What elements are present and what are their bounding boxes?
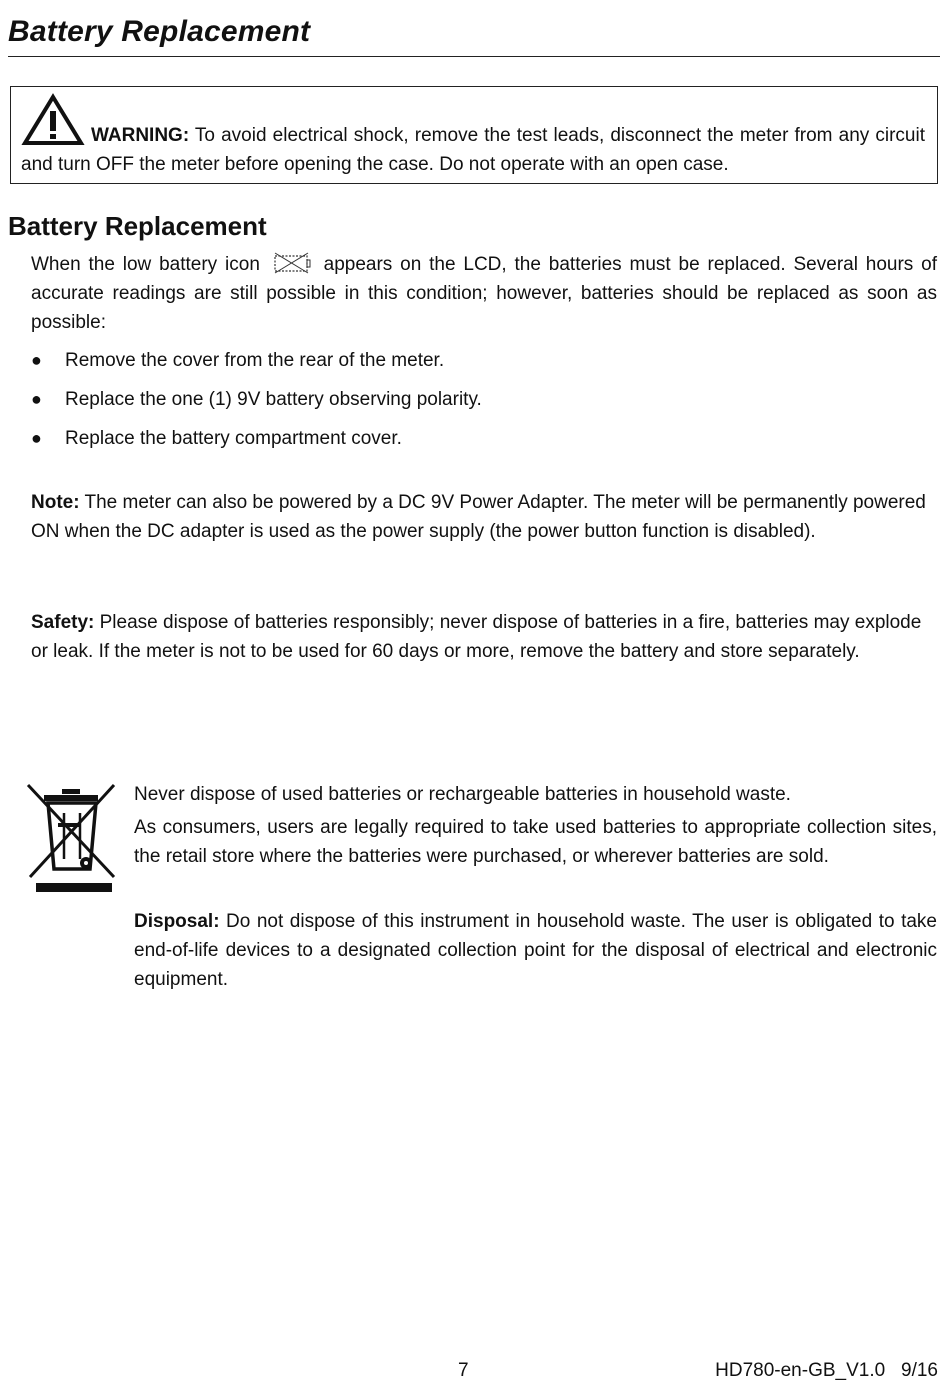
warning-box [10,86,938,184]
disposal-label: Disposal: [134,911,220,932]
disposal-text: Do not dispose of this instrument in household waste. The user is obligated to take end-of-life devices to a designated collection point for the disposal of electrical and electronic equipment. [134,911,937,990]
bullet-icon: ● [31,428,42,448]
crossed-out-bin-icon [26,783,118,895]
intro-paragraph [31,250,937,337]
note-label: Note: [31,492,80,513]
document-id: HD780-en-GB_V1.0 9/16 [715,1360,938,1381]
safety-paragraph [31,608,937,666]
warning-text: To avoid electrical shock, remove the test leads, disconnect the meter from any circuit and turn OFF the meter before opening the case. Do not operate with an open case. [21,125,925,175]
list-item: ● Replace the one (1) 9V battery observing polarity. [31,385,931,414]
warning-triangle-icon [21,93,85,147]
warning-label: WARNING: [91,125,190,146]
steps-list [31,346,931,463]
disposal-paragraph [134,907,937,994]
page-number: 7 [458,1360,469,1381]
warning-text-block [21,93,925,179]
note-text: The meter can also be powered by a DC 9V Power Adapter. The meter will be permanently powered ON when the DC adapter is used as the power supply (the power button function is disabled). [31,492,926,542]
list-item: ● Remove the cover from the rear of the meter. [31,346,931,375]
section-title: Battery Replacement [8,211,267,241]
safety-text: Please dispose of batteries responsibly; never dispose of batteries in a fire, batteries may explode or leak. If the meter is not to be used for 60 days or more, remove the battery and store separately. [31,612,922,662]
page-title: Battery Replacement [8,15,311,48]
disposal-block [134,780,937,994]
bullet-icon: ● [31,389,42,409]
list-item: ● Replace the battery compartment cover. [31,424,931,453]
intro-text-before: When the low battery icon [31,254,260,275]
intro-text-after: appears on the LCD, the batteries must be replaced. Several hours of accurate readings are still possible in this condition; however, batteries should be replaced as soon as possible: [31,254,938,333]
disposal-line-2: As consumers, users are legally required to take used batteries to appropriate collection sites, the retail store where the batteries were purchased, or wherever batteries are sold. [134,817,937,867]
note-paragraph [31,488,937,546]
safety-label: Safety: [31,612,95,633]
disposal-line-1: Never dispose of used batteries or rechargeable batteries in household waste. [134,784,791,805]
page-header [8,12,940,57]
bullet-icon: ● [31,350,42,370]
low-battery-icon [272,252,312,274]
